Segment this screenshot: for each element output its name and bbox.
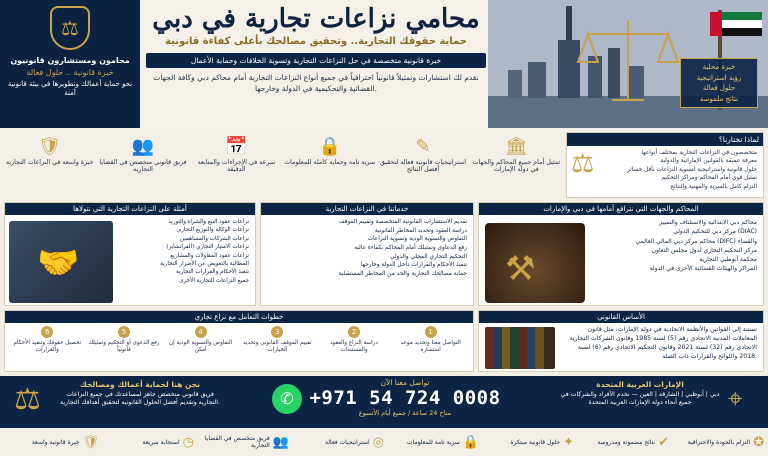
- contact-left-text: فريق قانوني متخصص جاهز لمساعدتك في جميع النزاعات التجارية وتقديم أفضل الحلول القانونية لتحقيق أهدافك التجارية.: [60, 390, 220, 407]
- law-books-image: [485, 327, 555, 369]
- contact-heading: تواصل معنا الآن: [380, 378, 430, 387]
- list-item: نزاعات عقود المقاولات والمشاريع: [170, 252, 249, 259]
- steps-panel: [4, 310, 474, 372]
- lock-icon: 🔒: [318, 136, 341, 157]
- list-item: معرفة عميقة بالقوانين الإماراتية والدولية: [660, 158, 757, 165]
- phone-number[interactable]: +971 54 724 0008: [309, 387, 501, 409]
- list-item: مركز التحكيم التجاري لدول مجلس التعاون: [651, 246, 757, 254]
- list-item: متخصصون في النزاعات التجارية بمختلف أنواعها: [641, 150, 757, 156]
- list-item: المراكز والهيئات القضائية الأخرى في الدولة: [649, 265, 757, 273]
- badge-line: رؤية استراتيجية: [696, 73, 742, 82]
- step-number: 1: [425, 326, 437, 338]
- page-title: محامي نزاعات تجارية في دبي: [152, 4, 480, 34]
- step-number: 5: [118, 326, 130, 338]
- list-item: محاكم دبي الابتدائية والاستئناف والتمييز: [659, 219, 757, 226]
- why-choose-us-panel: [566, 132, 764, 198]
- footer-item: ✦ حلول قانونية مبتكرة: [510, 434, 574, 450]
- list-item: دراسة العقود وتحديد المخاطر القانونية: [374, 227, 467, 234]
- list-item: التفاوض والتسوية الودية وتسوية النزاعات: [367, 236, 467, 243]
- examples-title: أمثلة على النزاعات التجارية التي نتولاها: [5, 203, 255, 215]
- contact-right: [560, 380, 720, 408]
- whatsapp-icon[interactable]: ✆: [272, 384, 302, 414]
- courts-list: [593, 215, 763, 277]
- footer-item: ◷ استجابة سريعة: [142, 434, 194, 450]
- services-list: [261, 215, 473, 282]
- step-number: 4: [195, 326, 207, 338]
- list-item: التزام كامل بالسرية والمهنية والنتائج: [670, 183, 757, 190]
- gavel-image: [485, 223, 585, 303]
- hero-intro: نقدم لك استشارات وتمثيلاً قانونياً احترافياً في جميع أنواع النزاعات التجارية أمام محاكم دبي وكافة الجهات القضائية والتحكيمية في الدولة وخارجها.: [153, 73, 479, 93]
- step-item: 1 التواصل معنا وتحديد موعد استشارة: [400, 328, 461, 354]
- footer-item: ◎ استراتيجيات فعالة: [324, 434, 384, 450]
- calendar-icon: 📅: [225, 136, 248, 157]
- step-item: 6 تحصيل حقوقك وتنفيذ الأحكام والقرارات: [13, 328, 82, 354]
- brand-line-3: نحو حماية أعمالك وتطويرها في بيئة قانونية آمنة: [7, 80, 133, 98]
- shield-check-icon: 🛡: [82, 434, 99, 450]
- step-item: 3 تقييم الموقف القانوني وتحديد الخيارات: [243, 328, 312, 354]
- list-item: تنفيذ الأحكام والقرارات داخل الدولة وخارجها: [360, 262, 467, 269]
- step-item: 4 التفاوض والتسوية الودية إن أمكن: [169, 328, 233, 354]
- dubai-skyline-image: [488, 0, 768, 128]
- contact-bar: [0, 376, 768, 428]
- list-item: مركز دبي للتحكيم الدولي (DIAC): [673, 228, 757, 236]
- feature-item: 👥 فريق قانوني متخصص في القضايا التجارية: [97, 132, 188, 198]
- legal-basis-panel: [478, 310, 764, 372]
- gavel-icon: ⚒: [505, 249, 536, 289]
- feature-item: ✎ استراتيجيات قانونية فعالة لتحقيق أفضل النتائج: [377, 132, 468, 198]
- step-item: 5 رفع الدعوى أو التحكيم وتمثيلك قانونياً: [88, 328, 160, 354]
- scales-icon: ⚖: [571, 149, 595, 179]
- examples-panel: [4, 202, 256, 306]
- check-icon: ✔: [658, 434, 669, 450]
- handshake-image: [9, 221, 113, 303]
- legal-text: تستند إلى القوانين والأنظمة الاتحادية في دولة الإمارات، مثل قانون المعاملات المدنية الاتحادي رقم (5) لسنة 1985 وقانون الشركات التجارية الاتحادي رقم (32) لسنة 2021 وقانون التحكيم الاتحادي رقم (6) لسنة 2018 واللوائح والقرارات ذات الصلة.: [569, 326, 757, 360]
- feature-item: 📅 سرعة في الإجراءات والمتابعة الدقيقة: [191, 132, 282, 198]
- services-title: خدماتنا في النزاعات التجارية: [261, 203, 473, 215]
- scales-icon: ⚖: [14, 382, 41, 417]
- team-icon: 👥: [131, 136, 155, 157]
- list-item: نزاعات الوكالة والتوزيع التجاري: [176, 227, 249, 234]
- list-item: حلول قانونية واستراتيجية لتسوية النزاعات بأقل خسائر: [626, 166, 757, 173]
- services-panel: [260, 202, 474, 306]
- list-item: تقديم الاستشارات القانونية المتخصصة وتقييم الموقف: [338, 219, 467, 225]
- features-row: [4, 132, 562, 198]
- location-heading: الإمارات العربية المتحدة: [596, 380, 684, 389]
- building-icon: 🏛: [504, 136, 528, 157]
- badge-line: نتائج ملموسة: [699, 94, 739, 103]
- page-subtitle: حماية حقوقك التجارية.. وتحقيق مصالحك بأعلى كفاءة قانونية: [165, 36, 467, 47]
- list-item: نزاعات الشركات والمساهمين: [179, 235, 249, 242]
- lock-icon: 🔒: [462, 434, 479, 450]
- list-item: رفع الدعاوى وتمثيلك أمام المحاكم بكفاءة عالية: [354, 245, 467, 252]
- list-item: المطالبة بالتعويض عن الأضرار التجارية: [160, 260, 249, 267]
- list-item: تمثيل قوي أمام المحاكم ومراكز التحكيم: [661, 175, 757, 182]
- step-number: 2: [348, 326, 360, 338]
- courts-panel: [478, 202, 764, 306]
- brand-line-1: محامون ومستشارون قانونيون: [10, 56, 130, 65]
- badge-line: خبرة محلية: [702, 63, 736, 71]
- footer-item: 🛡 خبرة قانونية واسعة: [31, 434, 99, 450]
- location-pin-icon: ⌖: [728, 384, 743, 414]
- examples-list: [115, 215, 255, 288]
- footer-item: ✪ التزام بالجودة والاحترافية: [687, 434, 764, 450]
- medal-icon: ✪: [753, 434, 764, 450]
- contact-left: [60, 380, 220, 408]
- step-item: 2 دراسة النزاع والعقود والمستندات: [330, 328, 378, 354]
- contact-left-heading: نحن هنا لحماية أعمالك ومصالحك: [80, 380, 200, 389]
- list-item: محكمة أبوظبي التجارية: [699, 256, 757, 264]
- lightbulb-icon: ✦: [563, 434, 574, 450]
- feature-item: 🔒 سرية تامة وحماية كاملة للمعلومات: [284, 136, 376, 166]
- why-title: لماذا تختارنا؟: [567, 133, 763, 146]
- strategy-icon: ✎: [415, 136, 431, 157]
- value-badge: [680, 58, 758, 108]
- list-item: تنفيذ الأحكام والقرارات التجارية: [176, 269, 249, 276]
- steps-row: [5, 323, 473, 358]
- hero-text: [146, 4, 486, 95]
- feature-item: 🏛 تمثيل أمام جميع المحاكم والجهات في دولة الإمارات: [472, 136, 561, 173]
- footer-features: [0, 428, 768, 456]
- handshake-icon: 🤝: [37, 243, 80, 283]
- list-item: محاكم مركز دبي المالي العالمي (DIFC) والقضاء: [635, 237, 757, 245]
- feature-item: 🛡 خبرة واسعة في النزاعات التجارية: [5, 136, 94, 166]
- courts-title: المحاكم والجهات التي نترافع أمامها في دبي والإمارات: [479, 203, 763, 215]
- footer-item: 🔒 سرية تامة للمعلومات: [406, 434, 479, 450]
- badge-line: حلول فعالة: [702, 84, 736, 92]
- step-number: 3: [271, 326, 283, 338]
- clock-icon: ◷: [182, 434, 194, 450]
- target-icon: ◎: [372, 434, 384, 450]
- list-item: جميع النزاعات التجارية الأخرى: [179, 277, 249, 284]
- brand-line-2: خبرة قانونية .. حلول فعالة: [26, 68, 114, 77]
- contact-center: [270, 378, 540, 417]
- hero-section: [0, 0, 768, 128]
- step-number: 6: [41, 326, 53, 338]
- steps-title: خطوات التعامل مع نزاع تجاري: [5, 311, 473, 323]
- hero-banner: خبرة قانونية متخصصة في حل النزاعات التجارية وتسوية الخلافات وحماية الأعمال: [146, 53, 486, 68]
- scales-shield-icon: ⚖: [50, 6, 90, 50]
- location-text: دبي | أبوظبي | الشارقة | العين — نخدم الأفراد والشركات في جميع أنحاء دولة الإمارات العربية المتحدة: [560, 390, 720, 407]
- list-item: نزاعات عقود البيع والشراء والتوريد: [168, 219, 249, 225]
- list-item: التحكيم التجاري المحلي والدولي: [389, 253, 467, 260]
- shield-icon: 🛡: [38, 136, 62, 157]
- availability-text: متاح 24 ساعة / جميع أيام الأسبوع: [358, 409, 452, 417]
- team-icon: 👥: [272, 434, 289, 450]
- why-list: [567, 146, 763, 194]
- brand-panel: [0, 0, 140, 128]
- list-item: نزاعات الامتياز التجاري (الفرانشايز): [166, 244, 249, 251]
- list-item: حماية مصالحك التجارية والحد من المخاطر المستقبلية: [338, 271, 467, 278]
- footer-item: ✔ نتائج مضمونة ومدروسة: [597, 434, 669, 450]
- footer-item: 👥 فريق متخصص في القضايا التجارية: [204, 434, 289, 450]
- legal-title: الأساس القانوني: [479, 311, 763, 323]
